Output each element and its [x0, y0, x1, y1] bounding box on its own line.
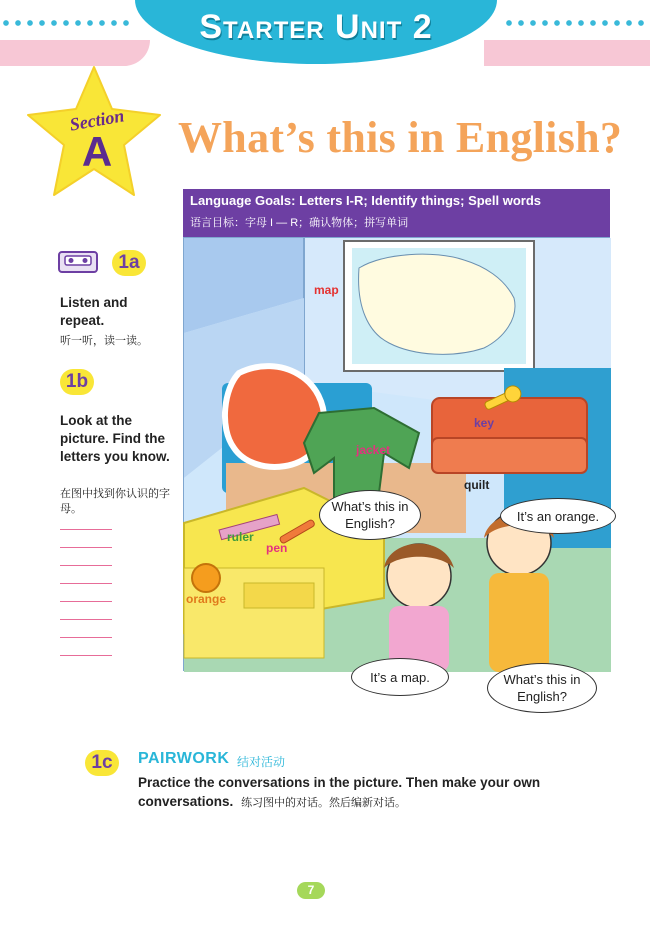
label-quilt: quilt: [464, 478, 490, 492]
answer-line[interactable]: [60, 583, 112, 584]
pairwork-title: PAIRWORK: [138, 750, 230, 767]
section-label: Section: [68, 105, 126, 135]
cassette-icon[interactable]: [58, 250, 98, 274]
activity-1b-text: Look at the picture. Find the letters you know.: [60, 413, 170, 464]
activity-1b-zh: 在图中找到你认识的字母。: [60, 488, 170, 515]
speech-bubble: What’s this in English?: [487, 663, 597, 713]
header-dots-right: [503, 17, 650, 29]
label-orange: orange: [186, 592, 227, 606]
activity-1c-text-block: [138, 773, 618, 813]
language-goals-zh: 语言目标：字母 I — R；确认物体；拼写单词: [190, 217, 409, 229]
activity-1b-badge: 1b: [60, 369, 94, 395]
classroom-illustration: [183, 237, 610, 704]
speech-bubble: It’s a map.: [351, 658, 449, 696]
speech-bubble: What’s this in English?: [319, 490, 421, 540]
answer-line[interactable]: [60, 529, 112, 530]
unit-title: Starter Unit 2: [199, 8, 433, 46]
header-dots-left: [0, 17, 130, 29]
language-goals-en: Language Goals: Letters I-R; Identify things; Spell words: [190, 193, 542, 208]
label-ruler: ruler: [227, 530, 254, 544]
pairwork-title-zh: 结对活动: [237, 755, 286, 769]
activity-1a-badge: 1a: [112, 250, 146, 276]
answer-line[interactable]: [60, 547, 112, 548]
header-pink-left: [0, 40, 150, 66]
answer-line[interactable]: [60, 619, 112, 620]
activity-1a-text: Listen and repeat.: [60, 295, 128, 328]
label-jacket: jacket: [356, 443, 391, 457]
page-title: What’s this in English?: [178, 113, 623, 162]
bedroom-scene-icon: [184, 238, 611, 672]
answer-line[interactable]: [60, 565, 112, 566]
label-map: map: [314, 283, 339, 297]
label-pen: pen: [266, 541, 288, 555]
section-letter: A: [81, 128, 113, 175]
activity-1c-badge: 1c: [85, 750, 119, 776]
activity-1a-zh: 听一听，读一读。: [60, 335, 148, 347]
answer-line[interactable]: [60, 601, 112, 602]
page-number: 7: [297, 882, 325, 899]
answer-line[interactable]: [60, 655, 112, 656]
activity-1c-zh: 练习图中的对话。然后编新对话。: [241, 797, 407, 809]
label-key: key: [474, 416, 495, 430]
speech-bubble: It’s an orange.: [500, 498, 616, 534]
header-pink-right: [484, 40, 650, 66]
activity-1c-text: Practice the conversations in the picture. Then make your own conversations.: [138, 775, 541, 809]
answer-line[interactable]: [60, 637, 112, 638]
